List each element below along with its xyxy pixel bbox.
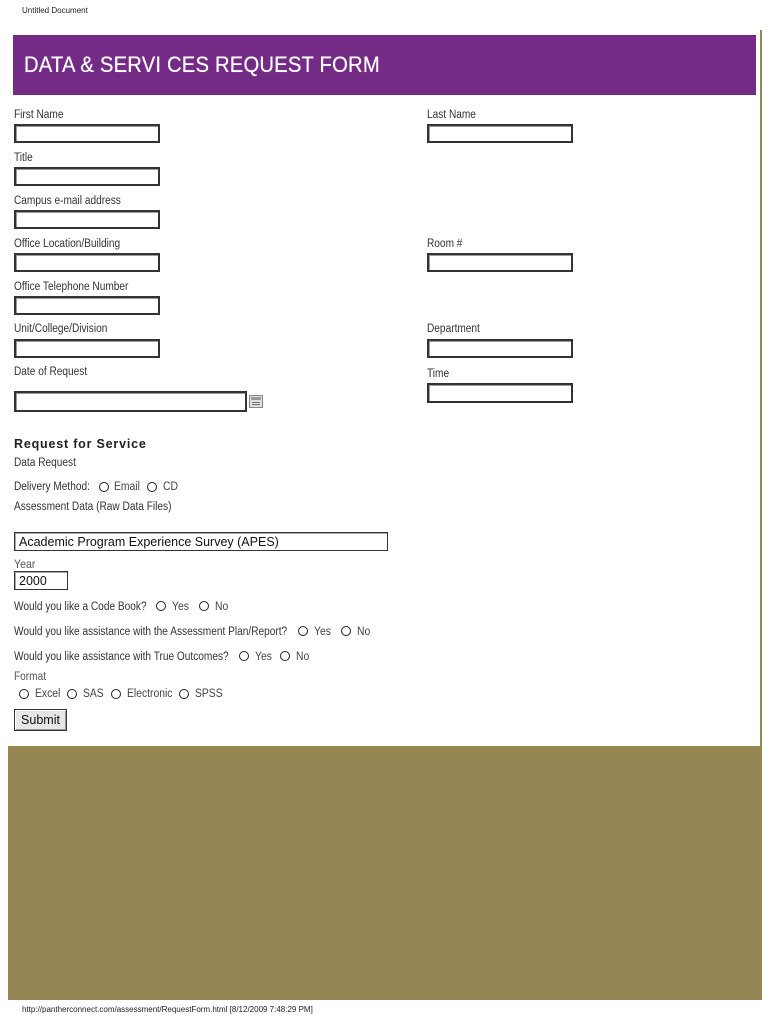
true-outcomes-no-label: No bbox=[296, 651, 310, 663]
assessment-plan-question: Would you like assistance with the Assessment Plan/Report? bbox=[14, 626, 288, 638]
format-spss-radio[interactable] bbox=[179, 689, 189, 699]
format-spss-label: SPSS bbox=[195, 688, 223, 700]
room-label: Room # bbox=[427, 238, 463, 250]
format-excel-radio[interactable] bbox=[19, 689, 29, 699]
department-label: Department bbox=[427, 323, 480, 335]
office-phone-label: Office Telephone Number bbox=[14, 281, 129, 293]
assessment-select[interactable]: Academic Program Experience Survey (APES) bbox=[14, 532, 388, 551]
assessment-data-label: Assessment Data (Raw Data Files) bbox=[14, 501, 172, 513]
assessment-plan-yes-radio[interactable] bbox=[298, 626, 308, 636]
true-outcomes-yes-label: Yes bbox=[255, 651, 272, 663]
true-outcomes-yes-radio[interactable] bbox=[239, 651, 249, 661]
true-outcomes-no-radio[interactable] bbox=[280, 651, 290, 661]
email-field[interactable] bbox=[14, 210, 160, 229]
code-book-yes-label: Yes bbox=[172, 601, 189, 613]
form-title: DATA & SERVI CES REQUEST FORM bbox=[24, 52, 380, 77]
format-electronic-radio[interactable] bbox=[111, 689, 121, 699]
format-label: Format bbox=[14, 671, 47, 683]
code-book-no-radio[interactable] bbox=[199, 601, 209, 611]
unit-field[interactable] bbox=[14, 339, 160, 358]
last-name-label: Last Name bbox=[427, 109, 476, 121]
department-field[interactable] bbox=[427, 339, 573, 358]
year-label: Year bbox=[14, 557, 36, 571]
office-location-field[interactable] bbox=[14, 253, 160, 272]
office-location-label: Office Location/Building bbox=[14, 238, 121, 250]
form-header bbox=[13, 35, 756, 95]
request-for-service-heading: Request for Service bbox=[14, 437, 147, 451]
format-electronic-label: Electronic bbox=[127, 688, 173, 700]
date-of-request-label: Date of Request bbox=[14, 366, 88, 378]
format-sas-radio[interactable] bbox=[67, 689, 77, 699]
first-name-field[interactable] bbox=[14, 124, 160, 143]
code-book-no-label: No bbox=[215, 601, 229, 613]
title-label: Title bbox=[14, 152, 33, 164]
delivery-cd-radio[interactable] bbox=[147, 482, 157, 492]
assessment-plan-no-label: No bbox=[357, 626, 371, 638]
office-phone-field[interactable] bbox=[14, 296, 160, 315]
delivery-email-label: Email bbox=[114, 481, 140, 493]
unit-label: Unit/College/Division bbox=[14, 323, 108, 335]
data-request-label: Data Request bbox=[14, 457, 76, 469]
true-outcomes-question: Would you like assistance with True Outcomes? bbox=[14, 651, 229, 663]
time-field[interactable] bbox=[427, 383, 573, 403]
delivery-method-label: Delivery Method: bbox=[14, 481, 90, 493]
delivery-email-radio[interactable] bbox=[99, 482, 109, 492]
room-field[interactable] bbox=[427, 253, 573, 272]
assessment-plan-yes-label: Yes bbox=[314, 626, 331, 638]
format-excel-label: Excel bbox=[35, 688, 61, 700]
page-footer-url: http://pantherconnect.com/assessment/RequestForm.html [8/12/2009 7:48:29 PM] bbox=[22, 1005, 313, 1014]
code-book-yes-radio[interactable] bbox=[156, 601, 166, 611]
assessment-plan-no-radio[interactable] bbox=[341, 626, 351, 636]
title-field[interactable] bbox=[14, 167, 160, 186]
first-name-label: First Name bbox=[14, 109, 64, 121]
delivery-cd-label: CD bbox=[163, 481, 178, 493]
code-book-question: Would you like a Code Book? bbox=[14, 601, 147, 613]
calendar-icon[interactable] bbox=[249, 395, 263, 408]
time-label: Time bbox=[427, 368, 450, 380]
email-label: Campus e-mail address bbox=[14, 195, 121, 207]
last-name-field[interactable] bbox=[427, 124, 573, 143]
document-title: Untitled Document bbox=[22, 6, 88, 15]
date-of-request-field[interactable] bbox=[14, 391, 247, 412]
format-sas-label: SAS bbox=[83, 688, 104, 700]
submit-button[interactable]: Submit bbox=[14, 709, 67, 731]
year-field[interactable]: 2000 bbox=[14, 571, 68, 590]
